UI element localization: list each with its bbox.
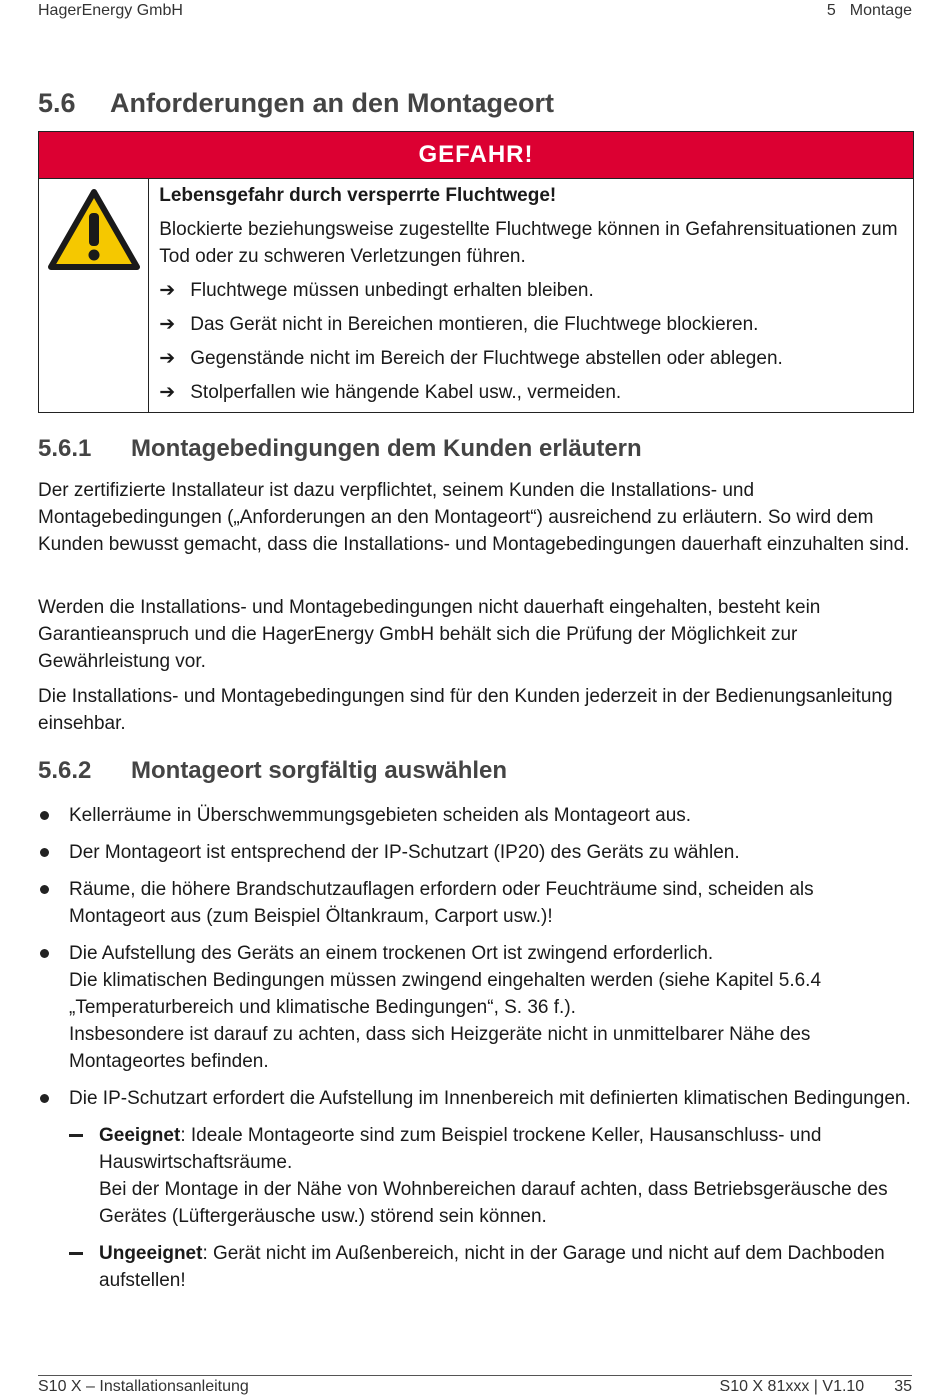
danger-warning-box <box>38 131 914 413</box>
warning-description: Blockierte beziehungsweise zugestellte Fluchtwege können in Gefahrensituationen zum Tod oder zu schweren Verletzungen führen. <box>159 219 898 267</box>
section-number: 5.6 <box>38 88 76 118</box>
suitable-label: Geeignet <box>99 1125 181 1146</box>
list-item: Die IP-Schutzart erfordert die Aufstellung im Innenbereich mit definierten klimatischen Bedingungen. <box>38 1085 914 1112</box>
footer-divider <box>38 1375 912 1376</box>
header-chapter-title: Montage <box>849 2 912 19</box>
warning-content <box>149 178 913 412</box>
sub-list-item-suitable: Geeignet: Ideale Montageorte sind zum Beispiel trockene Keller, Hausanschluss- und Hauswirtschaftsräume. Bei der Montage in der Nähe von Wohnbereichen darauf achten, dass Betriebsgeräusche des Gerätes (Lüftergeräusche usw.) störend sein können. <box>69 1122 914 1230</box>
subsection-number: 5.6.1 <box>38 435 92 462</box>
list-item: Die Aufstellung des Geräts an einem trockenen Ort ist zwingend erforderlich. Die klimatischen Bedingungen müssen zwingend eingehalten werden (siehe Kapitel 5.6.4 „Temperaturbereich und klimatische Bedingungen“, S. 36 f.). Insbesondere ist darauf zu achten, dass sich Heizgeräte nicht in unmittelbarer Nähe des Montageortes befinden. <box>38 940 914 1075</box>
subsection-title: Montageort sorgfältig auswählen <box>131 757 508 784</box>
bullet-icon <box>38 839 69 866</box>
page-number: 35 <box>894 1378 912 1395</box>
dash-icon <box>69 1122 99 1230</box>
header-chapter <box>827 2 912 20</box>
warning-headline: Lebensgefahr durch versperrte Fluchtwege! <box>159 185 557 206</box>
section-title: Anforderungen an den Montageort <box>110 88 554 118</box>
warning-step: ➔ Gegenstände nicht im Bereich der Fluchtwege abstellen oder ablegen. <box>159 345 903 372</box>
danger-label: GEFAHR! <box>39 132 913 179</box>
list-item: Kellerräume in Überschwemmungsgebieten scheiden als Montageort aus. <box>38 802 914 829</box>
header-chapter-number: 5 <box>826 2 836 19</box>
footer-doc-version: S10 X 81xxx | V1.10 <box>719 1378 865 1395</box>
footer-right <box>720 1378 912 1396</box>
bullet-icon <box>38 876 69 930</box>
bullet-icon <box>38 1085 69 1112</box>
subsection-title: Montagebedingungen dem Kunden erläutern <box>131 435 642 462</box>
warning-icon-cell <box>39 178 149 412</box>
subsection-number: 5.6.2 <box>38 757 92 784</box>
arrow-right-icon: ➔ <box>159 314 176 335</box>
warning-triangle-icon <box>47 188 141 272</box>
paragraph: Der zertifizierte Installateur ist dazu verpflichtet, seinem Kunden die Installations- und Montagebedingungen („Anforderungen an den Montageort“) ausreichend zu erläutern. So wird dem Kunden bewusst gemacht, dass die Installations- und Montagebedingungen dauerhaft einzuhalten sind. <box>38 480 910 555</box>
subsection-heading-5-6-1 <box>38 435 642 463</box>
arrow-right-icon: ➔ <box>159 382 176 403</box>
list-item: Der Montageort ist entsprechend der IP-Schutzart (IP20) des Geräts zu wählen. <box>38 839 914 866</box>
bullet-icon <box>38 802 69 829</box>
bullet-icon <box>38 940 69 1075</box>
warning-step: ➔ Das Gerät nicht in Bereichen montieren, die Fluchtwege blockieren. <box>159 311 903 338</box>
dash-icon <box>69 1240 99 1294</box>
list-item: Räume, die höhere Brandschutzauflagen erfordern oder Feuchträume sind, scheiden als Montageort aus (zum Beispiel Öltankraum, Carport usw.)! <box>38 876 914 930</box>
section-heading <box>38 88 554 119</box>
subsection-heading-5-6-2 <box>38 757 507 785</box>
requirements-list <box>38 802 914 1304</box>
unsuitable-label: Ungeeignet <box>99 1243 203 1264</box>
footer-doc-title: S10 X – Installationsanleitung <box>38 1378 249 1395</box>
header-company: HagerEnergy GmbH <box>38 2 183 19</box>
sub-list-item-unsuitable: Ungeeignet: Gerät nicht im Außenbereich, nicht in der Garage und nicht auf dem Dachboden aufstellen! <box>69 1240 914 1294</box>
warning-step: ➔ Fluchtwege müssen unbedingt erhalten bleiben. <box>159 277 903 304</box>
arrow-right-icon: ➔ <box>159 280 176 301</box>
paragraph: Werden die Installations- und Montagebedingungen nicht dauerhaft eingehalten, besteht kein Garantieanspruch und die HagerEnergy GmbH behält sich die Prüfung der Möglichkeit zur Gewährleistung vor. <box>38 597 821 672</box>
arrow-right-icon: ➔ <box>159 348 176 369</box>
warning-step: ➔ Stolperfallen wie hängende Kabel usw., vermeiden. <box>159 379 903 406</box>
paragraph: Die Installations- und Montagebedingungen sind für den Kunden jederzeit in der Bedienungsanleitung einsehbar. <box>38 686 893 734</box>
